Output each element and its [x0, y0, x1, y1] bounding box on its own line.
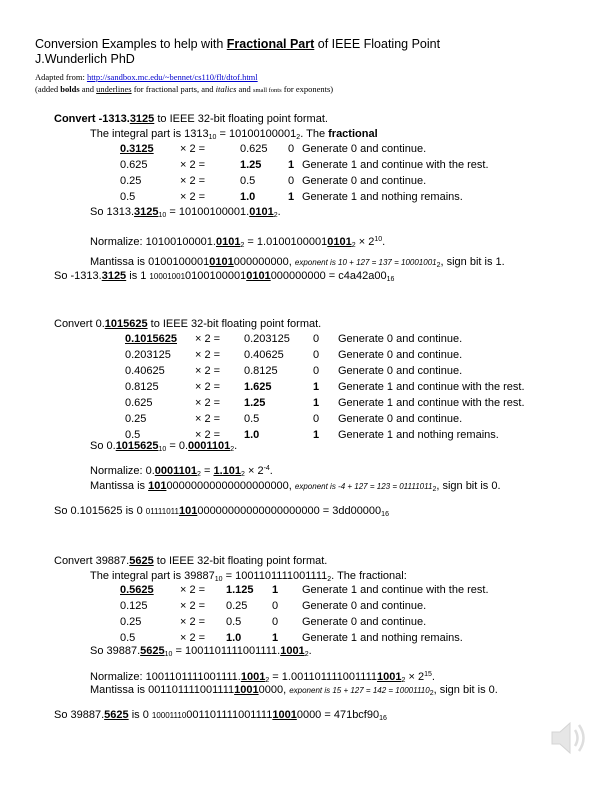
- ex2-result: So 0.1015625 is 0 $0111101110100000000000000000000 = 3dd00000_{16}$: [54, 505, 389, 518]
- ex2-row-value: 0.25: [125, 413, 147, 425]
- ex2-row-generate: Generate 1 and continue with the rest.: [338, 397, 525, 409]
- ex3-row-value: 0.25: [120, 616, 142, 628]
- speaker-icon: [546, 716, 590, 765]
- ex3-row-product: 1.0: [226, 632, 242, 644]
- ex1-normalize: Normalize: $10100100001.0101_2 = 1.01001000010101_2 \times 2^{10}$.: [90, 236, 386, 249]
- ex2-row-bit: 0: [313, 349, 320, 361]
- ex3-row-product: 1.125: [226, 584, 254, 596]
- ex3-integral: The integral part is $39887_{10} = 1001101111001111_2$. The fractional:: [90, 570, 407, 583]
- ex3-row-generate: Generate 0 and continue.: [302, 600, 427, 612]
- ex1-row-multiply: × 2 =: [180, 191, 206, 203]
- ex3-row-bit: 0: [272, 600, 279, 612]
- ex2-row-bit: 0: [313, 333, 320, 345]
- ex3-row-bit: 1: [272, 632, 279, 644]
- ex2-so: So $0.1015625_{10} = 0.0001101_2$.: [90, 440, 238, 453]
- ex1-result: So -1313.3125 is 1 $1000100101001000010101000000000 = c4a42a00_{16}$: [54, 270, 395, 283]
- ex3-row-bit: 0: [272, 616, 279, 628]
- page-title: Conversion Examples to help with Fractional Part of IEEE Floating Point: [35, 37, 441, 51]
- ex2-row-multiply: × 2 =: [195, 333, 221, 345]
- ex2-normalize: Normalize: $0.0001101_2 = 1.101_2 \times 2^{-4}$.: [90, 465, 273, 478]
- ex2-row-bit: 1: [313, 429, 320, 441]
- title-emphasis: Fractional Part: [226, 37, 315, 51]
- ex3-row-value: 0.125: [120, 600, 148, 612]
- ex3-normalize: Normalize: $1001101111001111.1001_2 = 1.0011011110011111001_2 \times 2^{15}$.: [90, 671, 435, 684]
- ex3-row-product: 0.25: [226, 600, 248, 612]
- ex1-row-multiply: × 2 =: [180, 159, 206, 171]
- ex3-row-value: 0.5: [120, 632, 136, 644]
- ex2-mantissa: Mantissa is 10100000000000000000000, exponent is $-4 + 127 = 123 = 01111011_2$, sign bit is 0.: [90, 480, 501, 493]
- ex1-row-generate: Generate 1 and continue with the rest.: [302, 159, 489, 171]
- ex1-row-bit: 0: [288, 143, 295, 155]
- ex2-row-generate: Generate 0 and continue.: [338, 365, 463, 377]
- ex2-row-product: 0.40625: [244, 349, 284, 361]
- ex1-row-value: 0.5: [120, 191, 136, 203]
- ex2-row-value: 0.625: [125, 397, 153, 409]
- ex3-row-product: 0.5: [226, 616, 242, 628]
- ex2-row-multiply: × 2 =: [195, 365, 221, 377]
- ex2-row-product: 1.25: [244, 397, 266, 409]
- ex2-row-generate: Generate 1 and continue with the rest.: [338, 381, 525, 393]
- ex2-row-generate: Generate 0 and continue.: [338, 349, 463, 361]
- ex2-row-value: 0.5: [125, 429, 141, 441]
- ex1-so: So $1313.3125_{10} = 10100100001.0101_2$.: [90, 206, 281, 219]
- ex1-heading: Convert -1313.3125 to IEEE 32-bit floating point format.: [54, 113, 328, 125]
- ex2-row-generate: Generate 0 and continue.: [338, 333, 463, 345]
- ex1-row-value: 0.3125: [120, 143, 154, 155]
- ex1-row-product: 1.25: [240, 159, 262, 171]
- ex3-row-multiply: × 2 =: [180, 616, 206, 628]
- ex3-row-generate: Generate 0 and continue.: [302, 616, 427, 628]
- ex3-row-generate: Generate 1 and nothing remains.: [302, 632, 463, 644]
- ex1-row-product: 1.0: [240, 191, 256, 203]
- ex2-row-product: 0.203125: [244, 333, 290, 345]
- ex2-row-multiply: × 2 =: [195, 397, 221, 409]
- ex2-row-multiply: × 2 =: [195, 413, 221, 425]
- ex2-row-product: 0.5: [244, 413, 260, 425]
- ex1-row-generate: Generate 0 and continue.: [302, 175, 427, 187]
- ex3-heading: Convert 39887.5625 to IEEE 32-bit floating point format.: [54, 555, 328, 567]
- ex2-row-product: 1.0: [244, 429, 260, 441]
- ex1-row-product: 0.625: [240, 143, 268, 155]
- ex2-row-bit: 0: [313, 413, 320, 425]
- ex2-row-value: 0.40625: [125, 365, 165, 377]
- ex1-row-product: 0.5: [240, 175, 256, 187]
- ex1-row-multiply: × 2 =: [180, 143, 206, 155]
- ex1-mantissa: Mantissa is 01001000010101000000000, exponent is $10 + 127 = 137 = 10001001_2$, sign bit is 1.: [90, 256, 505, 269]
- ex2-row-multiply: × 2 =: [195, 429, 221, 441]
- ex2-row-product: 0.8125: [244, 365, 278, 377]
- ex1-row-bit: 0: [288, 175, 295, 187]
- ex2-row-bit: 0: [313, 365, 320, 377]
- ex1-row-bit: 1: [288, 159, 295, 171]
- ex3-row-multiply: × 2 =: [180, 600, 206, 612]
- ex1-row-multiply: × 2 =: [180, 175, 206, 187]
- source-link[interactable]: http://sandbox.mc.edu/~bennet/cs110/flt/dtof.html: [86, 72, 258, 82]
- ex2-row-generate: Generate 0 and continue.: [338, 413, 463, 425]
- ex1-row-bit: 1: [288, 191, 295, 203]
- ex3-row-bit: 1: [272, 584, 279, 596]
- ex2-heading: Convert 0.1015625 to IEEE 32-bit floating point format.: [54, 318, 322, 330]
- ex3-row-multiply: × 2 =: [180, 632, 206, 644]
- source-line: Adapted from: http://sandbox.mc.edu/~bennet/cs110/flt/dtof.html: [35, 72, 258, 82]
- ex3-row-value: 0.5625: [120, 584, 154, 596]
- ex2-row-bit: 1: [313, 397, 320, 409]
- ex1-row-generate: Generate 1 and nothing remains.: [302, 191, 463, 203]
- ex2-row-value: 0.1015625: [125, 333, 177, 345]
- ex1-integral: The integral part is $1313_{10} = 10100100001_2$. The fractional: [90, 128, 378, 141]
- ex2-row-bit: 1: [313, 381, 320, 393]
- formatting-note: (added bolds and underlines for fractional parts, and italics and small fonts for exponents): [35, 84, 334, 94]
- ex2-row-multiply: × 2 =: [195, 349, 221, 361]
- ex3-row-multiply: × 2 =: [180, 584, 206, 596]
- ex2-row-value: 0.8125: [125, 381, 159, 393]
- ex3-result: So 39887.5625 is 0 $1000111000110111100111110010000 = 471bcf90_{16}$: [54, 709, 387, 722]
- author: J.Wunderlich PhD: [35, 52, 135, 66]
- ex1-row-value: 0.625: [120, 159, 148, 171]
- ex2-row-multiply: × 2 =: [195, 381, 221, 393]
- ex2-row-product: 1.625: [244, 381, 272, 393]
- ex3-row-generate: Generate 1 and continue with the rest.: [302, 584, 489, 596]
- ex1-row-generate: Generate 0 and continue.: [302, 143, 427, 155]
- ex1-row-value: 0.25: [120, 175, 142, 187]
- ex2-row-generate: Generate 1 and nothing remains.: [338, 429, 499, 441]
- ex3-so: So $39887.5625_{10} = 1001101111001111.1001_2$.: [90, 645, 312, 658]
- ex3-mantissa: Mantissa is 00110111100111110010000, exponent is $15 + 127 = 142 = 10001110_2$, sign bit is 0.: [90, 684, 498, 697]
- ex2-row-value: 0.203125: [125, 349, 171, 361]
